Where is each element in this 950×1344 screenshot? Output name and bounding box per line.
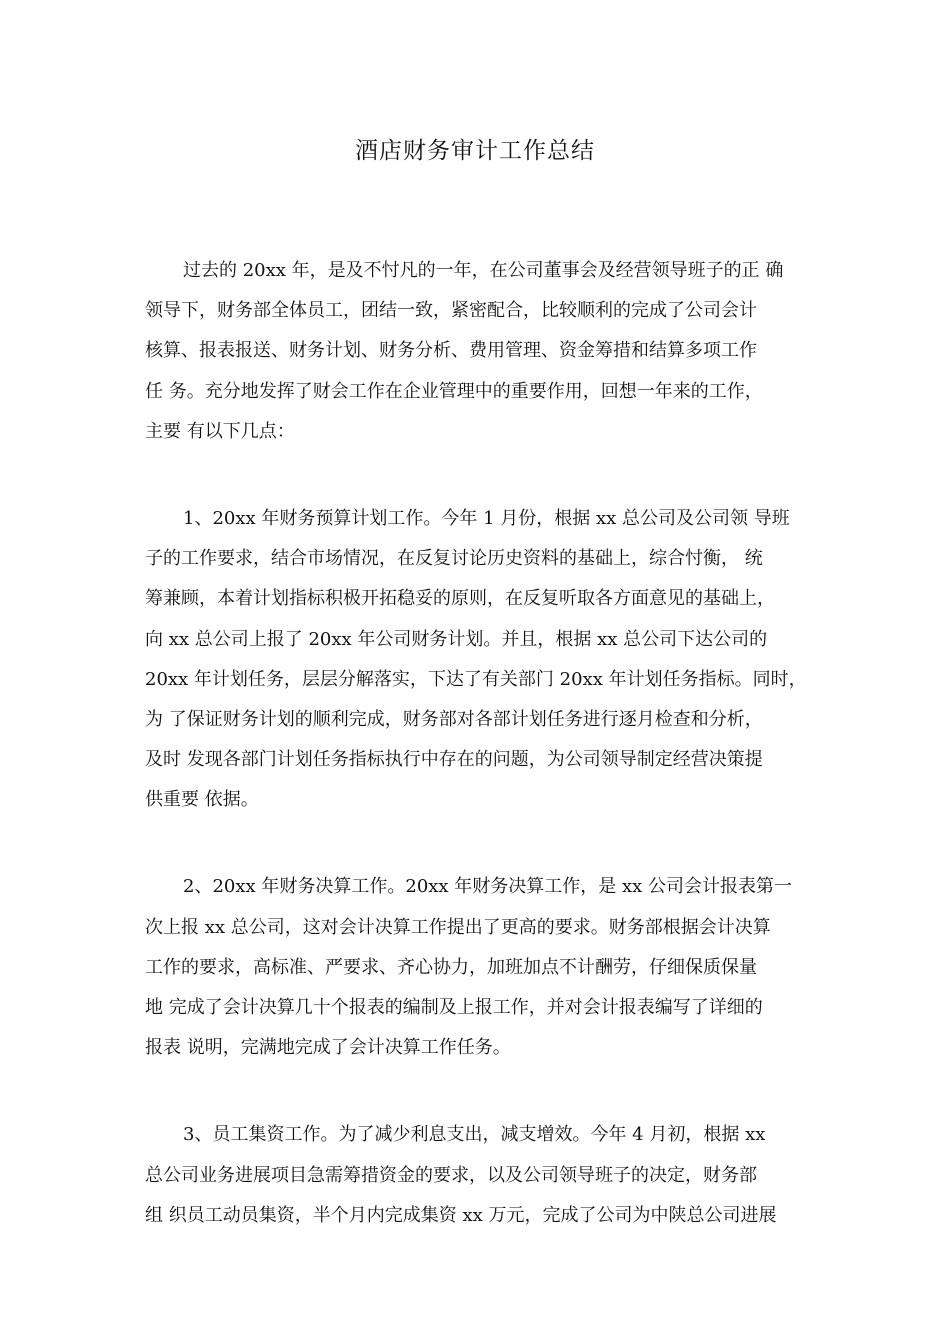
document-body [145,251,810,1236]
text-line: 子的工作要求，结合市场情况，在反复讨论历史资料的基础上，综合忖衡， 统 [145,548,763,570]
text-line: 领导下，财务部全体员工，团结一致，紧密配合，比较顺利的完成了公司会计 [145,300,757,322]
text-line: 20xx 年计划任务，层层分解落实，下达了有关部门 20xx 年计划任务指标。同时， [145,668,807,690]
text-line: 主要 有以下几点： [145,420,295,442]
text-line: 向 xx 总公司上报了 20xx 年公司财务计划。并且，根据 xx 总公司下达公司的 [145,628,768,650]
text-line: 3、员工集资工作。为了减少利息支出，减支增效。今年 4 月初，根据 xx [183,1124,766,1146]
text-line: 1、20xx 年财务预算计划工作。今年 1 月份，根据 xx 总公司及公司领 导班 [183,507,790,529]
text-line: 核算、报表报送、财务计划、财务分析、费用管理、资金筹措和结算多项工作 [145,340,757,362]
text-line: 供重要 依据。 [145,789,259,811]
text-line: 报表 说明，完满地完成了会计决算工作任务。 [145,1037,511,1059]
text-line: 任 务。充分地发挥了财会工作在企业管理中的重要作用，回想一年来的工作， [145,380,763,402]
paragraph-final-accounts [145,867,810,1068]
text-line: 及时 发现各部门计划任务指标执行中存在的问题，为公司领导制定经营决策提 [145,749,763,771]
paragraph-fundraising [145,1115,810,1236]
text-line: 为 了保证财务计划的顺利完成，财务部对各部计划任务进行逐月检查和分析， [145,708,763,730]
text-line: 工作的要求，高标准、严要求、齐心协力，加班加点不计酬劳，仔细保质保量 [145,956,757,978]
text-line: 过去的 20xx 年，是及不忖凡的一年，在公司董事会及经营领导班子的正 确 [183,260,784,281]
paragraph-budget [145,499,810,821]
text-line: 2、20xx 年财务决算工作。20xx 年财务决算工作，是 xx 公司会计报表第一 [183,876,793,898]
text-line: 地 完成了会计决算几十个报表的编制及上报工作，并对会计报表编写了详细的 [145,997,763,1018]
text-line: 筹兼顾，本着计划指标积极开拓稳妥的原则，在反复听取各方面意见的基础上， [145,588,775,610]
text-line: 总公司业务进展项目急需筹措资金的要求，以及公司领导班子的决定，财务部 [145,1164,757,1186]
paragraph-intro [145,251,810,452]
text-line: 组 织员工动员集资，半个月内完成集资 xx 万元，完成了公司为中陕总公司进展 [145,1204,777,1226]
text-line: 次上报 xx 总公司，这对会计决算工作提出了更高的要求。财务部根据会计决算 [145,916,771,938]
document-title: 酒店财务审计工作总结 [355,138,595,164]
